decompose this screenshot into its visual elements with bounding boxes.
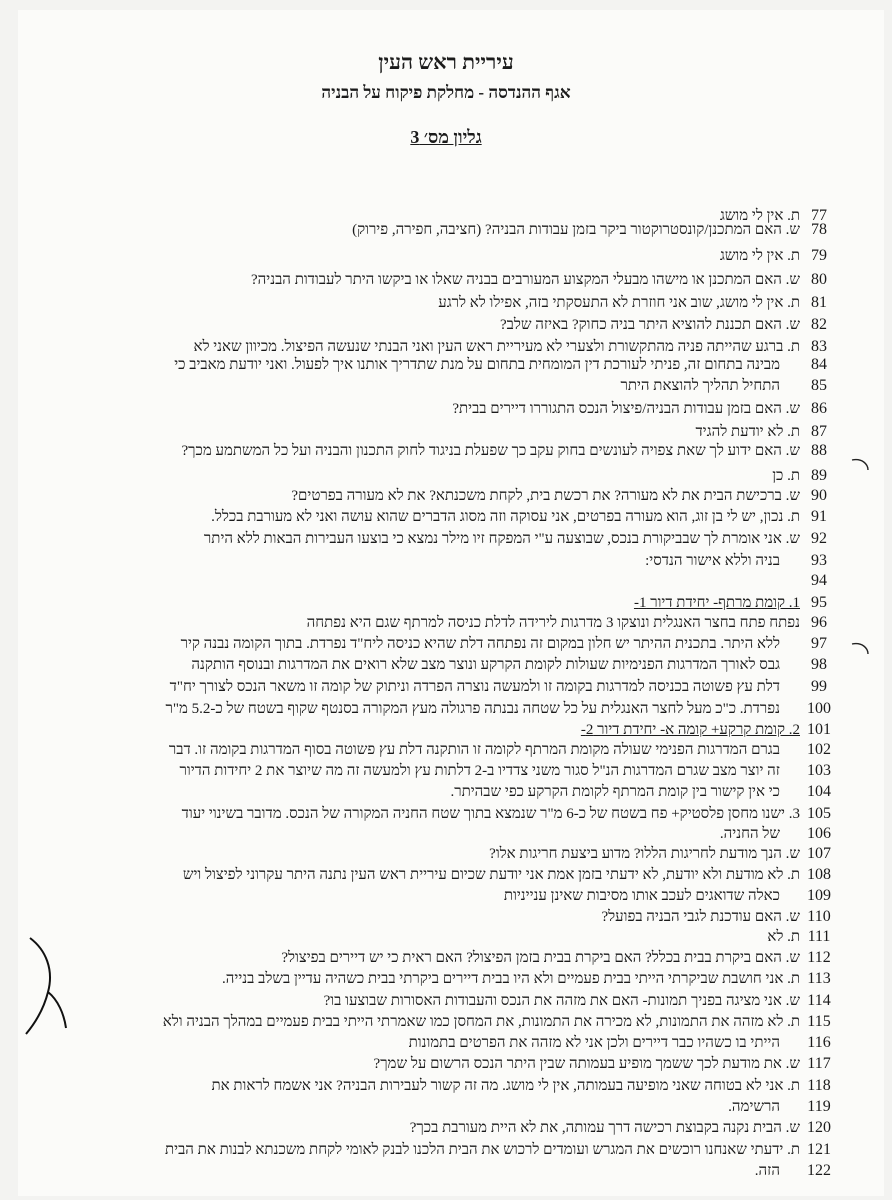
- line-text: הזה.: [754, 1163, 780, 1179]
- line-text: ת. אין לי מושג: [719, 248, 800, 264]
- line-text: ת. אין לי מושג: [719, 208, 800, 224]
- line-text: בניה וללא אישור הנדסי:: [645, 553, 780, 569]
- line-number: 78: [811, 221, 827, 238]
- line-number: 92: [811, 530, 827, 547]
- transcript-line: [0, 676, 892, 698]
- line-text: ש. הבית נקנה בקבוצת רכישה דרך עמותה, את לא היית מעורבת בכך?: [409, 1120, 800, 1136]
- transcript-line: [0, 990, 892, 1012]
- line-number: 108: [807, 866, 831, 883]
- line-number: 81: [811, 294, 827, 311]
- line-number: 97: [811, 635, 827, 652]
- transcript-line: [0, 843, 892, 865]
- line-text: ש. אני מציגה בפניך תמונות- האם את מזהה את הנכס והעבודות האסורות שבוצעו בו?: [323, 993, 800, 1009]
- line-text: ש. האם עודכנת לגבי הבניה בפועל?: [601, 909, 800, 925]
- sheet-number: גליון מס׳ 3: [410, 127, 482, 147]
- line-text: ת. ברגע שהייתה פניה מהתקשורת ולצערי לא מעיריית ראש העין ואני הבנתי שנעשה הפיצול. מכיוון שאני לא: [193, 339, 800, 355]
- line-number: 114: [807, 992, 831, 1009]
- line-number: 104: [807, 783, 831, 800]
- line-text: ש. אני אומרת לך שבביקורת בנכס, שבוצעה ע"י המפקח זיו מילר נמצא כי בוצעו העבירות הבאות ללא היתר: [203, 531, 800, 547]
- line-text: של החניה.: [719, 826, 780, 842]
- line-text: ש. האם המתכנן/קונסטרוקטור ביקר בזמן עבודות הבניה? (חציבה, חפירה, פירוק): [352, 222, 800, 238]
- line-text: ש. את מודעת לכך ששמך מופיע בעמותה שבין היתר הנכס הרשום על שמך?: [373, 1056, 800, 1072]
- line-text: הרשימה.: [728, 1099, 780, 1115]
- line-text: זה יוצר מצב שגרם המדרגות הנ"ל סגור משני צדדיו ב-2 דלתות עץ ולמעשה זה מה שיוצר את 2 יחידות הדיור: [179, 763, 780, 779]
- transcript-line: [0, 926, 892, 948]
- line-text: התחיל תהליך להוצאת היתר: [620, 378, 780, 394]
- line-number: 86: [811, 400, 827, 417]
- line-text: ת. לא: [767, 929, 800, 945]
- line-text: ש. ברכישת הבית את לא מעורה? את רכשת בית, לקחת משכנתא? את לא מעורה בפרטים?: [291, 488, 800, 504]
- line-number: 89: [811, 467, 827, 484]
- line-number: 116: [807, 1034, 831, 1051]
- line-number: 109: [807, 887, 831, 904]
- line-number: 98: [811, 656, 827, 673]
- line-number: 110: [807, 908, 831, 925]
- transcript-line: [0, 269, 892, 291]
- line-number: 105: [807, 805, 831, 822]
- line-number: 121: [807, 1141, 831, 1158]
- transcript-line: [0, 550, 892, 572]
- line-text: ת. לא מזהה את התמונות, לא מכירה את התמונות, את המחסן כמו שאמרתי הייתי בבית פעמיים במהלך הבניה ולא: [162, 1014, 800, 1030]
- line-text: ת. נכון, יש לי בן זוג, הוא מעורה בפרטים, אני עסוקה וזה מסוג הדברים שהוא עושה ואני לא מעורבת בכלל.: [211, 509, 800, 525]
- line-number: 106: [807, 825, 831, 842]
- line-number: 101: [807, 721, 831, 738]
- line-number: 95: [811, 594, 827, 611]
- transcript-line: [0, 1011, 892, 1033]
- line-text: כאלה שדואגים לעכב אותו מסיבות שאינן ענייניות: [503, 888, 780, 904]
- transcript-line: [0, 1096, 892, 1118]
- line-text: ללא היתר. בתכנית ההיתר יש חלון במקום זה נפתחה דלת שהיא כניסה ליח"ד נפרדת. בתוך הקומה נבנה קיר: [180, 636, 780, 652]
- transcript-line: [0, 1139, 892, 1161]
- line-text: ש. הנך מודעת לחריגות הללו? מדוע ביצעת חריגות אלו?: [489, 846, 800, 862]
- transcript-line: [0, 485, 892, 507]
- line-number: 80: [811, 271, 827, 288]
- transcript-line: [0, 354, 892, 376]
- line-text: הייתי בו כשהיו כבר דיירים ולכן אני לא מזהה את הפרטים בתמונות: [408, 1035, 780, 1051]
- line-number: 82: [811, 316, 827, 333]
- transcript-line: [0, 440, 892, 462]
- transcript-line: [0, 781, 892, 803]
- transcript-line: [0, 654, 892, 676]
- line-number: 118: [807, 1077, 831, 1094]
- transcript-line: [0, 947, 892, 969]
- line-number: 94: [811, 572, 827, 589]
- line-text: ש. האם ידוע לך שאת צפויה לעונשים בחוק עקב כך שפעלת בניגוד לחוק התכנון והבניה ועל כל המשתמע מכך?: [181, 443, 800, 459]
- transcript-line: [0, 570, 892, 592]
- line-number: 117: [807, 1055, 831, 1072]
- line-number: 100: [807, 700, 831, 717]
- line-number: 102: [807, 741, 831, 758]
- line-number: 107: [807, 845, 831, 862]
- transcript-line: [0, 633, 892, 655]
- line-number: 85: [811, 377, 827, 394]
- transcript-line: [0, 398, 892, 420]
- line-text: ת. כן: [772, 468, 800, 484]
- line-text: דלת עץ פשוטה בכניסה למדרגות בקומה זו ולמעשה נוצרה הפרדה וניתוק של קומה זו משאר הנכס לצורך יח"ד: [169, 679, 780, 695]
- transcript-line: [0, 1053, 892, 1075]
- line-number: 122: [807, 1162, 831, 1179]
- line-text: נפרדת. כ"כ מעל לחצר האנגלית על כל שטחה נבנתה פרגולה מעץ המקורה בסנטף שקוף בשטח של כ-5.2 מ"ר: [165, 701, 780, 717]
- line-text: ת. לא יודעת להגיד: [695, 424, 800, 440]
- line-text: נפתח פתח בחצר האנגלית ונוצקו 3 מדרגות לירידה לדלת כניסה למרתף שגם היא נפתחה: [306, 615, 800, 631]
- line-number: 84: [811, 356, 827, 373]
- transcript-line: [0, 314, 892, 336]
- line-number: 113: [807, 970, 831, 987]
- department-title: אגף ההנדסה - מחלקת פיקוח על הבניה: [321, 83, 571, 102]
- line-number: 88: [811, 442, 827, 459]
- transcript-line: [0, 698, 892, 720]
- transcript-line: [0, 292, 892, 314]
- line-text: ת. ידעתי שאנחנו רוכשים את המגרש ועומדים לרכוש את הבית הלכנו לבנק לאומי לקחת משכנתא לבנות את הבית: [164, 1142, 800, 1158]
- margin-mark-icon: [848, 456, 872, 476]
- line-number: 120: [807, 1119, 831, 1136]
- line-number: 111: [807, 928, 831, 945]
- transcript-line: [0, 823, 892, 845]
- line-text: בגרם המדרגות הפנימי שעולה מקומת המרתף לקומה זו הותקנה דלת עץ פשוטה בסוף המדרגות בקומה זו. דבר: [168, 742, 780, 758]
- municipality-title: עיריית ראש העין: [378, 50, 514, 74]
- transcript-line: [0, 885, 892, 907]
- line-text: ש. האם המתכנן או מישהו מבעלי המקצוע המעורבים בבניה שאלו או ביקשו היתר לעבודות הבניה?: [250, 272, 800, 288]
- line-number: 115: [807, 1013, 831, 1030]
- line-text: ת. לא מודעת ולא יודעת, לא ידעתי בזמן אמת אני יודעת שכיום עיריית ראש העין נתנה היתר עקרוני לפיצול ויש: [182, 867, 800, 883]
- line-number: 77: [811, 207, 827, 224]
- transcript-line: [0, 864, 892, 886]
- transcript-line: [0, 1117, 892, 1139]
- line-number: 91: [811, 508, 827, 525]
- line-text: כי אין קישור בין קומת המרתף לקומת הקרקע כפי שבהיתר.: [450, 784, 780, 800]
- line-number: 87: [811, 423, 827, 440]
- line-text: ת. אין לי מושג, שוב אני חוזרת לא התעסקתי בזה, אפילו לא לרגע: [438, 295, 800, 311]
- margin-mark-icon: [848, 640, 872, 660]
- line-text: 1. קומת מרתף- יחידת דיור 1-: [633, 595, 800, 611]
- line-text: 2. קומת קרקע+ קומה א- יחידת דיור 2-: [580, 722, 800, 738]
- transcript-line: [0, 219, 892, 241]
- transcript-line: [0, 968, 892, 990]
- transcript-line: [0, 1160, 892, 1182]
- line-text: ת. אני חושבת שביקרתי הייתי בבית פעמיים ולא היו בבית דיירים ביקרתי בבית כשהיה עדיין בשלב בנייה.: [222, 971, 800, 987]
- handwritten-signature-icon: [18, 930, 78, 1040]
- transcript-line: [0, 803, 892, 825]
- transcript-line: [0, 465, 892, 487]
- line-number: 99: [811, 678, 827, 695]
- line-text: ש. האם תכננת להוציא היתר בניה כחוק? באיזה שלב?: [500, 317, 800, 333]
- transcript-line: [0, 245, 892, 267]
- transcript-line: [0, 906, 892, 928]
- transcript-line: [0, 1075, 892, 1097]
- line-text: ש. האם ביקרת בבית בכלל? האם ביקרת בבית בזמן הפיצול? האם ראית כי יש דיירים בפיצול?: [281, 950, 800, 966]
- transcript-line: [0, 592, 892, 614]
- transcript-line: [0, 760, 892, 782]
- line-text: ת. אני לא בטוחה שאני מופיעה בעמותה, אין לי מושג. מה זה קשור לעבירות הבניה? אני אשמח לראות את: [211, 1078, 800, 1094]
- line-number: 119: [807, 1098, 831, 1115]
- transcript-line: [0, 719, 892, 741]
- line-number: 96: [811, 614, 827, 631]
- transcript-line: [0, 528, 892, 550]
- transcript-line: [0, 506, 892, 528]
- line-number: 90: [811, 487, 827, 504]
- line-text: 3. ישנו מחסן פלסטיק+ פח בשטח של כ-6 מ"ר שנמצא בתוך שטח החניה המקורה של הנכס. מדובר בשינוי יעוד: [181, 806, 800, 822]
- transcript-line: [0, 612, 892, 634]
- line-number: 79: [811, 247, 827, 264]
- transcript-line: [0, 1032, 892, 1054]
- line-text: גבס לאורך המדרגות הפנימיות שעולות לקומת הקרקע ונוצר מצב שלא רואים את המדרגות ובנוסף הותקנה: [191, 657, 780, 673]
- transcript-line: [0, 375, 892, 397]
- line-text: מבינה בתחום זה, פניתי לעורכת דין המומחית בתחום על מנת שתדריך אותנו איך לפעול. ואני יודעת מאביב כי: [174, 357, 780, 373]
- line-number: 83: [811, 338, 827, 355]
- line-number: 93: [811, 552, 827, 569]
- transcript-line: [0, 739, 892, 761]
- line-number: 103: [807, 762, 831, 779]
- line-number: 112: [807, 949, 831, 966]
- line-text: ש. האם בזמן עבודות הבניה/פיצול הנכס התגוררו דיירים בבית?: [452, 401, 800, 417]
